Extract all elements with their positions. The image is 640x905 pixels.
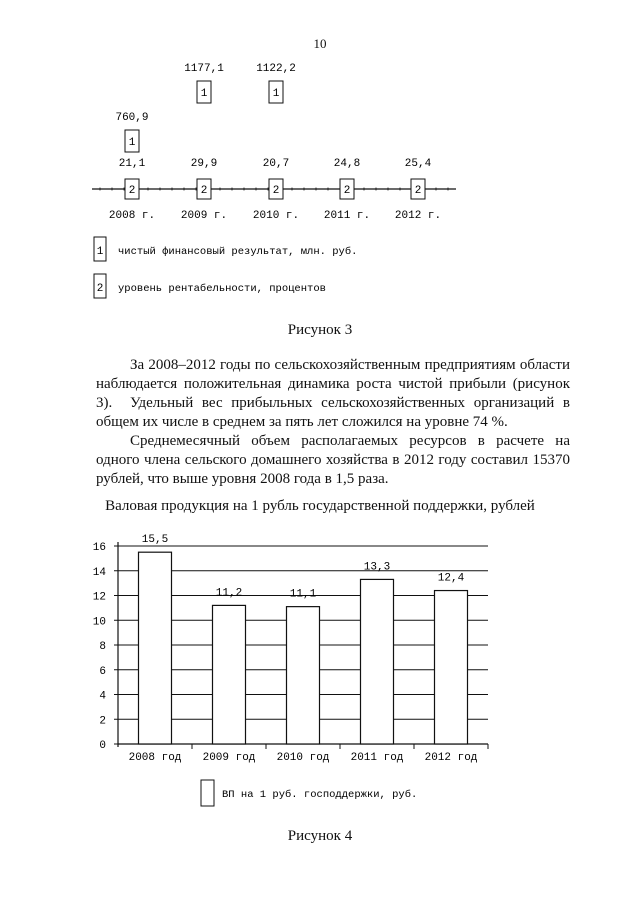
figure-3-caption: Рисунок 3 <box>287 322 353 338</box>
figure-3-legend-marker-label-1: 2 <box>96 283 104 295</box>
y-tick-label: 4 <box>99 690 106 703</box>
year-label-3: 2011 г. <box>323 210 371 222</box>
figure-3-legend-label-1: уровень рентабельности, процентов <box>118 283 326 295</box>
figure-3-legend-label-0: чистый финансовый результат, млн. руб. <box>118 246 358 258</box>
year-label-1: 2009 г. <box>180 210 228 222</box>
profitability-marker-label-1: 2 <box>200 185 208 197</box>
y-tick-label: 6 <box>99 665 106 678</box>
bar-1 <box>213 605 246 744</box>
profitability-value-0: 21,1 <box>118 158 146 170</box>
profitability-value-2: 20,7 <box>262 158 290 170</box>
figure-4-caption: Рисунок 4 <box>287 828 353 844</box>
bar-value-label-3: 13,3 <box>363 561 391 574</box>
y-tick-label: 0 <box>99 740 106 752</box>
profit-marker-label-0: 1 <box>128 137 136 149</box>
bar-value-label-2: 11,1 <box>289 588 317 601</box>
profitability-marker-label-3: 2 <box>343 185 351 197</box>
figure-4-legend-label: ВП на 1 руб. господдержки, руб. <box>222 789 418 801</box>
y-tick-label: 10 <box>92 616 106 629</box>
figure-3-chart <box>0 0 640 310</box>
paragraph-3: Среднемесячный объем располагаемых ресурсов в расчете на одного члена сельского домашнего хозяйства в 2012 году составил 15370 рублей, что выше уровня 2008 года в 1,5 раза. <box>96 433 570 487</box>
profitability-marker-label-0: 2 <box>128 185 136 197</box>
bar-4 <box>435 591 468 744</box>
profit-marker-label-1: 1 <box>200 88 208 100</box>
figure-4-title: Валовая продукция на 1 рубль государственной поддержки, рублей <box>105 498 535 514</box>
y-tick-label: 14 <box>92 566 106 579</box>
profit-value-0: 760,9 <box>115 112 149 124</box>
profitability-marker-label-2: 2 <box>272 185 280 197</box>
x-tick-label-0: 2008 год <box>128 752 182 764</box>
bar-2 <box>287 607 320 744</box>
x-tick-label-3: 2011 год <box>350 752 404 764</box>
bar-value-label-1: 11,2 <box>215 587 243 600</box>
bar-value-label-0: 15,5 <box>141 534 169 547</box>
profit-marker-label-2: 1 <box>272 88 280 100</box>
profitability-value-3: 24,8 <box>333 158 361 170</box>
year-label-4: 2012 г. <box>394 210 442 222</box>
y-tick-label: 2 <box>99 715 106 728</box>
paragraph-2: Удельный вес прибыльных сельскохозяйственных организаций в общем их числе в среднем за пять лет сложился на уровне 74 %. <box>96 395 570 430</box>
x-tick-label-2: 2010 год <box>276 752 330 764</box>
profitability-value-1: 29,9 <box>190 158 218 170</box>
figure-4-legend-marker <box>201 780 214 806</box>
paragraph-1: За 2008–2012 годы по сельскохозяйственным предприятиям области наблюдается положительная динамика роста чистой прибыли (рисунок 3). <box>96 357 570 411</box>
x-tick-label-1: 2009 год <box>202 752 256 764</box>
y-tick-label: 12 <box>92 591 106 604</box>
profitability-marker-label-4: 2 <box>414 185 422 197</box>
page-number: 10 <box>313 36 327 51</box>
bar-0 <box>139 552 172 744</box>
year-label-0: 2008 г. <box>108 210 156 222</box>
year-label-2: 2010 г. <box>252 210 300 222</box>
figure-3-legend-marker-label-0: 1 <box>96 246 104 258</box>
bar-value-label-4: 12,4 <box>437 572 465 585</box>
profit-value-2: 1122,2 <box>256 63 296 75</box>
x-tick-label-4: 2012 год <box>424 752 478 764</box>
profitability-value-4: 25,4 <box>404 158 432 170</box>
bar-3 <box>361 579 394 744</box>
y-tick-label: 16 <box>92 542 106 554</box>
profit-value-1: 1177,1 <box>184 63 224 75</box>
y-tick-label: 8 <box>99 641 106 653</box>
